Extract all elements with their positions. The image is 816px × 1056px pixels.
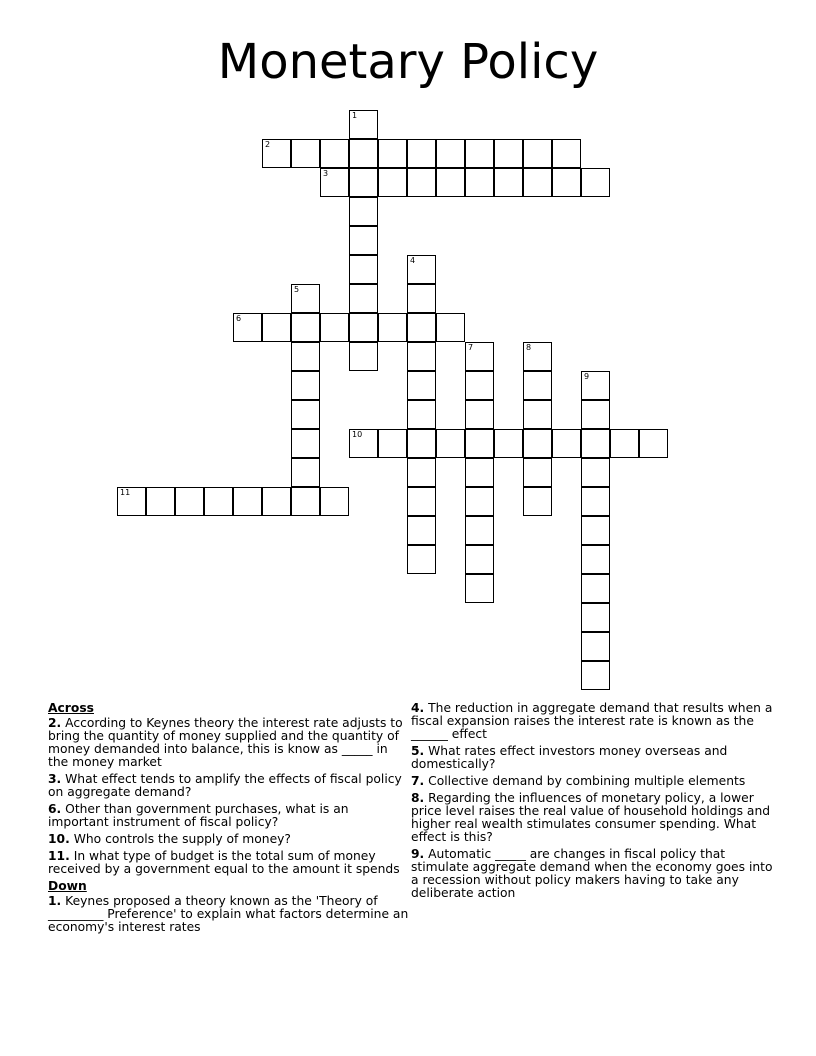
crossword-cell[interactable] [291, 400, 320, 429]
crossword-cell[interactable] [320, 168, 349, 197]
clue-number: 7. [411, 774, 425, 788]
crossword-cell[interactable] [465, 487, 494, 516]
across-clue [48, 803, 410, 829]
clue-text: Regarding the influences of monetary policy, a lower price level raises the real value of household holdings and higher real wealth stimulates consumer spending. What effect is this? [411, 791, 771, 844]
down-clue [411, 745, 783, 771]
clue-text: Automatic _____ are changes in fiscal policy that stimulate aggregate demand when the economy goes into a recession without policy makers having to take any deliberate action [411, 847, 773, 900]
clue-text: The reduction in aggregate demand that results when a fiscal expansion raises the interest rate is known as the ______ effect [411, 701, 773, 741]
crossword-cell[interactable] [262, 313, 291, 342]
across-clue [48, 850, 410, 876]
crossword-cell[interactable] [465, 516, 494, 545]
crossword-cell[interactable] [581, 603, 610, 632]
crossword-cell[interactable] [291, 313, 320, 342]
crossword-cell[interactable] [407, 458, 436, 487]
crossword-cell[interactable] [523, 487, 552, 516]
crossword-cell[interactable] [117, 487, 146, 516]
clue-number: 1. [48, 894, 62, 908]
clue-number: 2. [48, 716, 62, 730]
down-clue [411, 702, 783, 741]
crossword-cell[interactable] [581, 487, 610, 516]
crossword-cell[interactable] [320, 487, 349, 516]
crossword-cell[interactable] [407, 516, 436, 545]
crossword-cell[interactable] [407, 371, 436, 400]
clue-number: 10. [48, 832, 70, 846]
crossword-cell[interactable] [407, 255, 436, 284]
crossword-cell[interactable] [494, 168, 523, 197]
crossword-cell[interactable] [581, 429, 610, 458]
clue-text: Collective demand by combining multiple elements [424, 774, 746, 788]
crossword-cell[interactable] [610, 429, 639, 458]
clue-number-label: 1 [352, 111, 358, 120]
crossword-cell[interactable] [465, 574, 494, 603]
crossword-cell[interactable] [291, 487, 320, 516]
crossword-cell[interactable] [581, 168, 610, 197]
crossword-cell[interactable] [494, 429, 523, 458]
crossword-cell[interactable] [465, 371, 494, 400]
crossword-cell[interactable] [581, 545, 610, 574]
clue-number-label: 9 [584, 372, 590, 381]
crossword-cell[interactable] [291, 139, 320, 168]
clue-text: Who controls the supply of money? [69, 832, 291, 846]
clue-number: 9. [411, 847, 425, 861]
crossword-cell[interactable] [407, 429, 436, 458]
crossword-cell[interactable] [320, 139, 349, 168]
crossword-cell[interactable] [349, 139, 378, 168]
crossword-cell[interactable] [349, 226, 378, 255]
down-clue-list [48, 895, 410, 934]
clue-number-label: 4 [410, 256, 416, 265]
crossword-cell[interactable] [639, 429, 668, 458]
crossword-cell[interactable] [320, 313, 349, 342]
crossword-cell[interactable] [349, 429, 378, 458]
clue-number: 3. [48, 772, 62, 786]
down-heading: Down [48, 879, 87, 893]
crossword-cell[interactable] [349, 168, 378, 197]
clue-number-label: 10 [352, 430, 363, 439]
crossword-cell[interactable] [523, 458, 552, 487]
clue-number-label: 11 [120, 488, 131, 497]
crossword-cell[interactable] [349, 284, 378, 313]
clue-number: 6. [48, 802, 62, 816]
crossword-cell[interactable] [523, 342, 552, 371]
clue-number-label: 8 [526, 343, 532, 352]
across-clue [48, 773, 410, 799]
crossword-cell[interactable] [233, 313, 262, 342]
crossword-cell[interactable] [436, 168, 465, 197]
across-clue [48, 717, 410, 769]
clue-number: 4. [411, 701, 425, 715]
crossword-cell[interactable] [407, 545, 436, 574]
crossword-cell[interactable] [146, 487, 175, 516]
clue-number: 8. [411, 791, 425, 805]
down-clue [411, 848, 783, 900]
crossword-cell[interactable] [436, 313, 465, 342]
down-clue-list-continued [411, 702, 783, 900]
crossword-cell[interactable] [436, 429, 465, 458]
crossword-cell[interactable] [552, 168, 581, 197]
crossword-cell[interactable] [407, 313, 436, 342]
crossword-cell[interactable] [465, 139, 494, 168]
clue-number-label: 6 [236, 314, 242, 323]
crossword-cell[interactable] [378, 429, 407, 458]
crossword-cell[interactable] [378, 139, 407, 168]
clue-number: 11. [48, 849, 70, 863]
crossword-cell[interactable] [523, 429, 552, 458]
crossword-cell[interactable] [262, 139, 291, 168]
crossword-cell[interactable] [233, 487, 262, 516]
crossword-cell[interactable] [465, 429, 494, 458]
across-heading: Across [48, 701, 94, 715]
crossword-cell[interactable] [349, 110, 378, 139]
clues-right-column [411, 702, 783, 904]
crossword-cell[interactable] [291, 458, 320, 487]
crossword-cell[interactable] [291, 284, 320, 313]
crossword-cell[interactable] [552, 139, 581, 168]
crossword-cell[interactable] [436, 139, 465, 168]
crossword-cell[interactable] [581, 458, 610, 487]
crossword-cell[interactable] [523, 168, 552, 197]
crossword-cell[interactable] [581, 371, 610, 400]
crossword-cell[interactable] [465, 545, 494, 574]
crossword-cell[interactable] [523, 400, 552, 429]
crossword-cell[interactable] [349, 313, 378, 342]
clue-text: What rates effect investors money overseas and domestically? [411, 744, 728, 771]
crossword-cell[interactable] [204, 487, 233, 516]
crossword-cell[interactable] [349, 255, 378, 284]
clue-number-label: 7 [468, 343, 474, 352]
crossword-cell[interactable] [465, 342, 494, 371]
clue-text: According to Keynes theory the interest rate adjusts to bring the quantity of money supplied and the quantity of money demanded into balance, this is know as _____ in the money market [48, 716, 403, 769]
clue-number-label: 2 [265, 140, 271, 149]
crossword-cell[interactable] [175, 487, 204, 516]
across-clue [48, 833, 410, 846]
crossword-cell[interactable] [523, 139, 552, 168]
clue-text: What effect tends to amplify the effects of fiscal policy on aggregate demand? [48, 772, 402, 799]
crossword-cell[interactable] [407, 342, 436, 371]
crossword-cell[interactable] [291, 342, 320, 371]
clues-left-column [48, 702, 410, 938]
clue-number-label: 3 [323, 169, 329, 178]
down-clue [411, 775, 783, 788]
crossword-cell[interactable] [407, 400, 436, 429]
down-clue [411, 792, 783, 844]
crossword-cell[interactable] [262, 487, 291, 516]
clue-text: In what type of budget is the total sum of money received by a government equal to the amount it spends [48, 849, 400, 876]
crossword-cell[interactable] [581, 632, 610, 661]
page-title: Monetary Policy [217, 34, 599, 90]
crossword-cell[interactable] [349, 197, 378, 226]
clue-number-label: 5 [294, 285, 300, 294]
crossword-cell[interactable] [552, 429, 581, 458]
crossword-cell[interactable] [523, 371, 552, 400]
crossword-cell[interactable] [349, 342, 378, 371]
crossword-cell[interactable] [465, 168, 494, 197]
crossword-cell[interactable] [581, 400, 610, 429]
crossword-cell[interactable] [378, 313, 407, 342]
crossword-cell[interactable] [407, 284, 436, 313]
crossword-cell[interactable] [378, 168, 407, 197]
crossword-cell[interactable] [407, 487, 436, 516]
crossword-cell[interactable] [494, 139, 523, 168]
crossword-cell[interactable] [291, 429, 320, 458]
crossword-cell[interactable] [407, 168, 436, 197]
clue-text: Other than government purchases, what is an important instrument of fiscal policy? [48, 802, 349, 829]
crossword-cell[interactable] [291, 371, 320, 400]
crossword-cell[interactable] [465, 400, 494, 429]
clue-text: Keynes proposed a theory known as the 'Theory of _________ Preference' to explain what factors determine an economy's interest rates [48, 894, 409, 934]
crossword-cell[interactable] [581, 516, 610, 545]
crossword-cell[interactable] [407, 139, 436, 168]
clue-number: 5. [411, 744, 425, 758]
down-clue [48, 895, 410, 934]
across-clue-list [48, 717, 410, 876]
crossword-cell[interactable] [465, 458, 494, 487]
crossword-cell[interactable] [581, 661, 610, 690]
crossword-cell[interactable] [581, 574, 610, 603]
